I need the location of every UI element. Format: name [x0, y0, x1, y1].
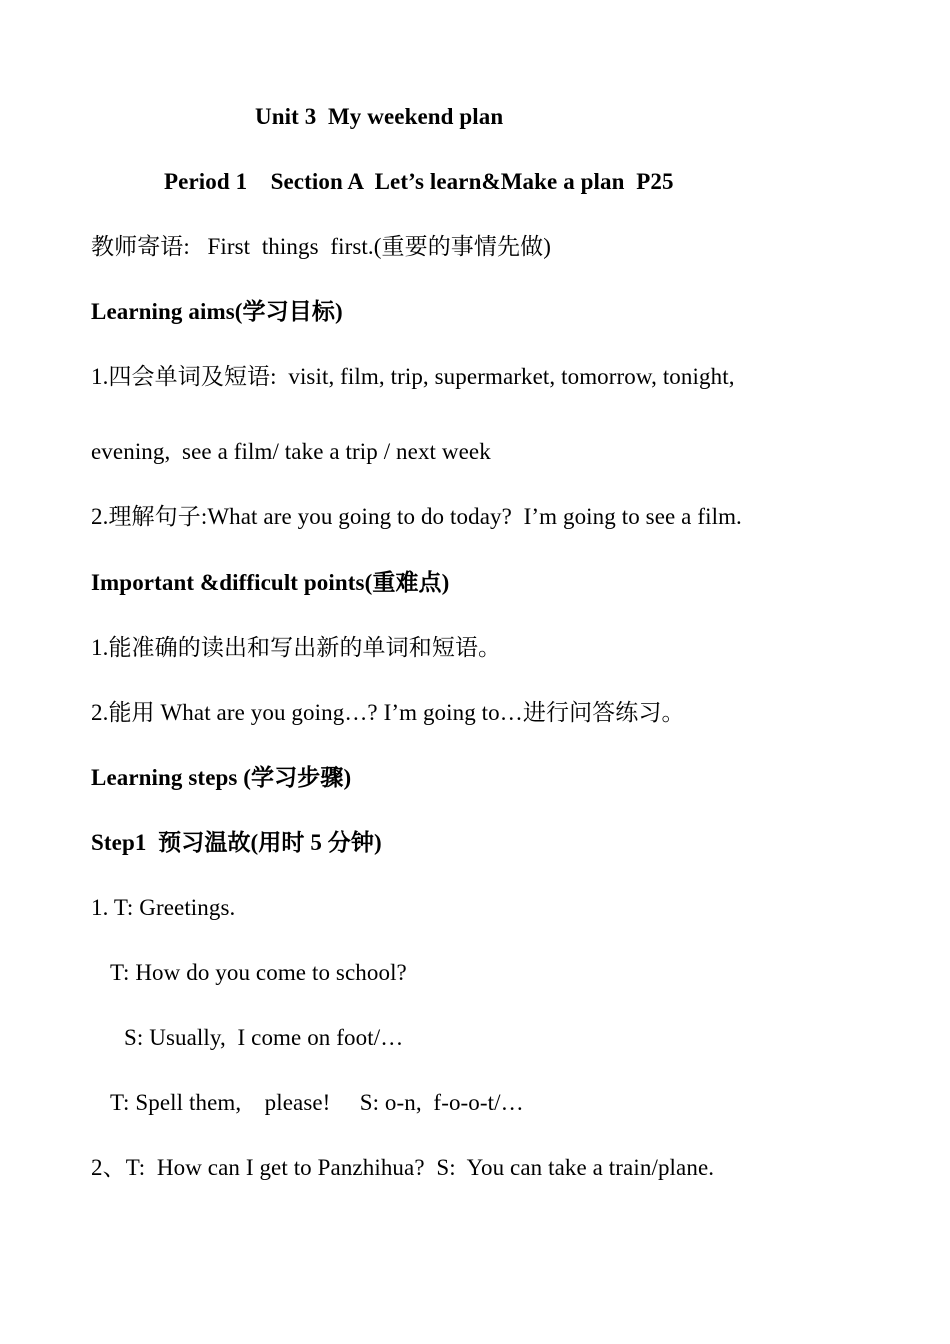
- learning-steps-heading: Learning steps (学习步骤): [91, 765, 352, 790]
- unit-title: Unit 3 My weekend plan: [255, 104, 504, 129]
- step-line: S: Usually, I come on foot/…: [124, 1025, 404, 1050]
- step-line: T: Spell them, please! S: o-n, f-o-o-t/…: [110, 1090, 524, 1115]
- step-line: 1. T: Greetings.: [91, 895, 236, 920]
- learning-aims-heading: Learning aims(学习目标): [91, 299, 343, 324]
- aims-item-2: 2.理解句子:What are you going to do today? I’m going to see a film.: [91, 504, 742, 529]
- step-line: T: How do you come to school?: [110, 960, 407, 985]
- period-subtitle: Period 1 Section A Let’s learn&Make a plan P25: [164, 169, 674, 194]
- step-line: 2、T: How can I get to Panzhihua? S: You can take a train/plane.: [91, 1155, 715, 1180]
- key-point-2: 2.能用 What are you going…? I’m going to…进行问答练习。: [91, 700, 685, 725]
- step1-heading: Step1 预习温故(用时 5 分钟): [91, 830, 382, 855]
- aims-item-1-line-1: 1.四会单词及短语: visit, film, trip, supermarket, tomorrow, tonight,: [91, 364, 735, 389]
- aims-item-1-line-2: evening, see a film/ take a trip / next week: [91, 439, 491, 464]
- key-point-1: 1.能准确的读出和写出新的单词和短语。: [91, 635, 502, 660]
- key-points-heading: Important &difficult points(重难点): [91, 570, 450, 595]
- teacher-motto: 教师寄语: First things first.(重要的事情先做): [91, 234, 551, 259]
